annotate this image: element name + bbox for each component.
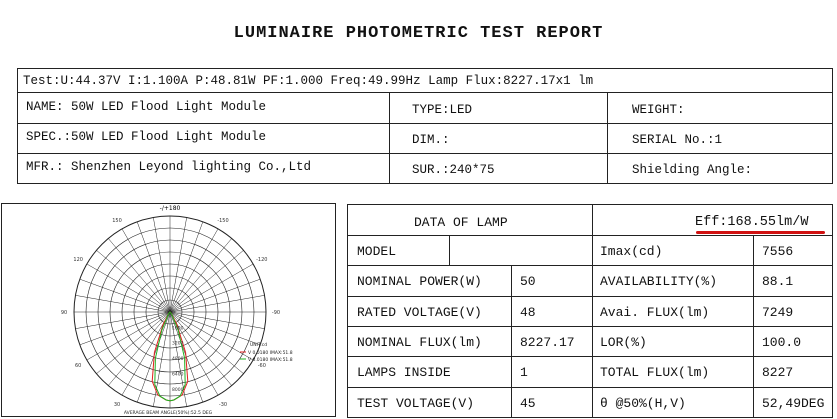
data-header-left: DATA OF LAMP <box>414 215 508 230</box>
row-label-left: RATED VOLTAGE(V) <box>357 305 482 320</box>
table-col-divider <box>449 235 450 265</box>
serial-field: SERIAL No.:1 <box>632 133 723 147</box>
name-field: NAME: 50W LED Flood Light Module <box>26 100 267 114</box>
polar-radial-label: 4800 <box>172 357 184 363</box>
row-value-left: 8227.17 <box>520 335 575 350</box>
table-divider <box>348 265 832 266</box>
table-col-divider <box>511 265 512 417</box>
sur-field: SUR.:240*75 <box>412 163 495 177</box>
polar-radial-label: 8000 <box>172 387 184 393</box>
polar-svg <box>2 204 335 416</box>
row-label-left: TEST VOLTAGE(V) <box>357 396 475 411</box>
row-label-left: NOMINAL POWER(W) <box>357 274 482 289</box>
table-divider <box>348 326 832 327</box>
row-value-right: 7249 <box>762 305 794 320</box>
row-value-right: 7556 <box>762 244 794 259</box>
polar-legend-c90: V 0.0180 IMAX:51.8 <box>248 358 293 363</box>
row-label-left: MODEL <box>357 244 397 259</box>
table-divider <box>348 387 832 388</box>
row-label-left: LAMPS INSIDE <box>357 365 451 380</box>
row-label-right: AVAILABILITY(%) <box>600 274 718 289</box>
polar-radial-label: 1600 <box>172 326 184 332</box>
polar-angle-label: -30 <box>218 401 228 408</box>
row-value-left: 45 <box>520 396 536 411</box>
polar-legend-title: UNIT:cd <box>250 343 268 348</box>
polar-footer: AVERAGE BEAM ANGLE(50%):52.5 DEG <box>123 411 213 416</box>
polar-angle-label: -120 <box>256 257 268 263</box>
row-value-left: 1 <box>520 365 528 380</box>
dim-field: DIM.: <box>412 133 450 147</box>
type-field: TYPE:LED <box>412 103 473 117</box>
row-value-right: 8227 <box>762 365 794 380</box>
row-label-right: Avai. FLUX(lm) <box>600 305 710 320</box>
weight-field: WEIGHT: <box>632 103 685 117</box>
row-value-right: 52,49DEG <box>762 396 825 411</box>
efficiency-underline <box>696 231 825 234</box>
lamp-data-table <box>347 204 833 418</box>
polar-legend-c0: V 0.0180 IMAX:51.8 <box>248 351 293 356</box>
test-conditions: Test:U:44.37V I:1.100A P:48.81W PF:1.000 Freq:49.99Hz Lamp Flux:8227.17x1 lm <box>18 69 832 93</box>
row-value-right: 88.1 <box>762 274 794 289</box>
table-divider <box>348 356 832 357</box>
row-label-right: TOTAL FLUX(lm) <box>600 365 710 380</box>
polar-angle-label: 30 <box>113 401 121 408</box>
polar-radial-label: 3200 <box>172 341 184 347</box>
polar-angle-label: 120 <box>73 257 83 263</box>
report-title: LUMINAIRE PHOTOMETRIC TEST REPORT <box>233 24 604 43</box>
table-col-divider <box>753 235 754 417</box>
row-value-left: 48 <box>520 305 536 320</box>
efficiency-value: Eff:168.55lm/W <box>695 215 809 230</box>
polar-angle-label: 90 <box>60 310 68 316</box>
polar-top-label: -/+180 <box>159 205 181 212</box>
row-value-left: 50 <box>520 274 536 289</box>
polar-angle-label: 60 <box>75 363 82 369</box>
row-label-left: NOMINAL FLUX(lm) <box>357 335 482 350</box>
polar-distribution-chart <box>1 203 336 417</box>
row-label-right: θ @50%(H,V) <box>600 396 686 411</box>
table-divider <box>348 235 832 236</box>
row-value-right: 100.0 <box>762 335 802 350</box>
polar-angle-label: -150 <box>217 218 229 225</box>
polar-angle-label: 150 <box>112 218 122 225</box>
mfr-field: MFR.: Shenzhen Leyond lighting Co.,Ltd <box>26 160 312 174</box>
table-divider <box>348 296 832 297</box>
polar-angle-label: -60 <box>257 363 266 369</box>
row-label-right: Imax(cd) <box>600 244 663 259</box>
row-label-right: LOR(%) <box>600 335 647 350</box>
lamp-info-table <box>17 68 833 184</box>
polar-angle-label: -90 <box>271 310 281 316</box>
shielding-field: Shielding Angle: <box>632 163 753 177</box>
polar-radial-label: 6400 <box>172 372 184 378</box>
spec-field: SPEC.:50W LED Flood Light Module <box>26 130 267 144</box>
